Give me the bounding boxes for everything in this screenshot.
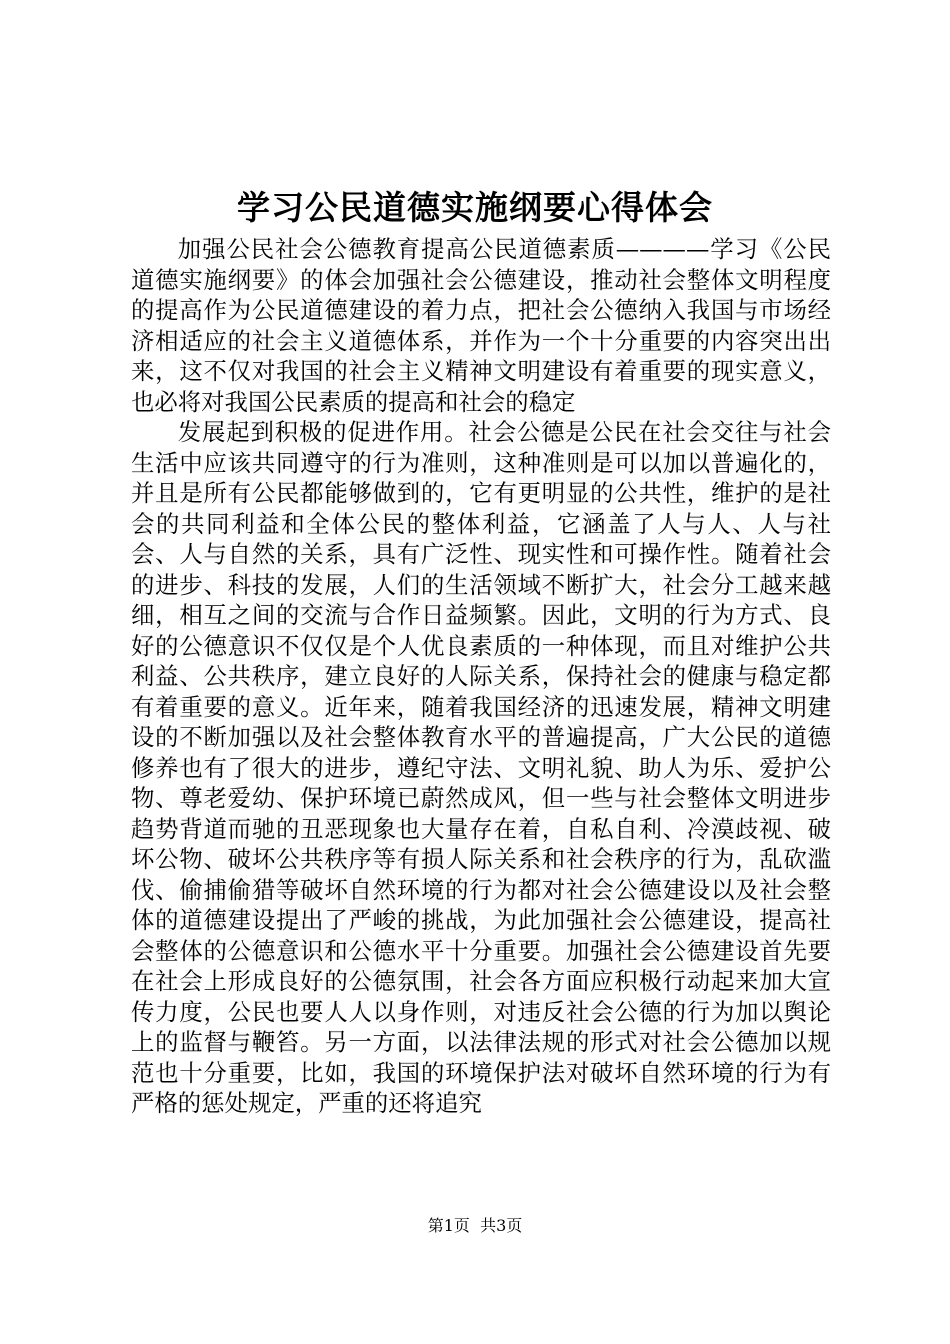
page-number: 第1页 共3页 xyxy=(427,1216,523,1235)
document-body xyxy=(131,234,831,1119)
paragraph-1: 加强公民社会公德教育提高公民道德素质————学习《公民道德实施纲要》的体会加强社会公德建设，推动社会整体文明程度的提高作为公民道德建设的着力点，把社会公德纳入我国与市场经济相适应的社会主义道德体系，并作为一个十分重要的内容突出出来，这不仅对我国的社会主义精神文明建设有着重要的现实意义，也必将对我国公民素质的提高和社会的稳定 xyxy=(131,235,831,416)
page-footer xyxy=(0,1214,950,1238)
document-title: 学习公民道德实施纲要心得体会 xyxy=(237,188,713,227)
paragraph-2: 发展起到积极的促进作用。社会公德是公民在社会交往与社会生活中应该共同遵守的行为准则，这种准则是可以加以普遍化的，并且是所有公民都能够做到的，它有更明显的公共性，维护的是社会的共同利益和全体公民的整体利益，它涵盖了人与人、人与社会、人与自然的关系，具有广泛性、现实性和可操作性。随着社会的进步、科技的发展，人们的生活领域不断扩大，社会分工越来越细，相互之间的交流与合作日益频繁。因此，文明的行为方式、良好的公德意识不仅仅是个人优良素质的一种体现，而且对维护公共利益、公共秩序，建立良好的人际关系，保持社会的健康与稳定都有着重要的意义。近年来，随着我国经济的迅速发展，精神文明建设的不断加强以及社会整体教育水平的普遍提高，广大公民的道德修养也有了很大的进步，遵纪守法、文明礼貌、助人为乐、爱护公物、尊老爱幼、保护环境已蔚然成风，但一些与社会整体文明进步趋势背道而驰的丑恶现象也大量存在着，自私自利、冷漠歧视、破坏公物、破坏公共秩序等有损人际关系和社会秩序的行为，乱砍滥伐、偷捕偷猎等破坏自然环境的行为都对社会公德建设以及社会整体的道德建设提出了严峻的挑战，为此加强社会公德建设，提高社会整体的公德意识和公德水平十分重要。加强社会公德建设首先要在社会上形成良好的公德氛围，社会各方面应积极行动起来加大宣传力度，公民也要人人以身作则，对违反社会公德的行为加以舆论上的监督与鞭笞。另一方面，以法律法规的形式对社会公德加以规范也十分重要，比如，我国的环境保护法对破坏自然环境的行为有严格的惩处规定，严重的还将追究 xyxy=(131,418,831,1117)
